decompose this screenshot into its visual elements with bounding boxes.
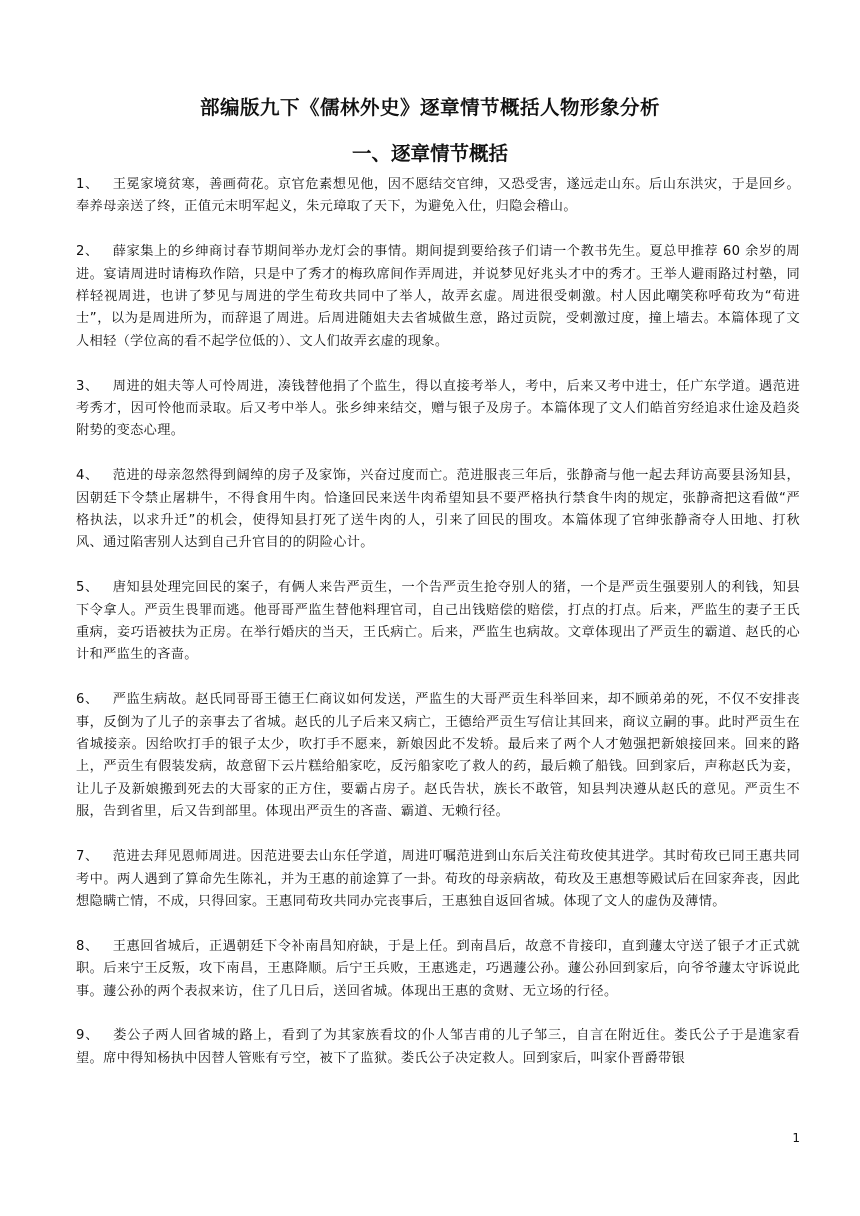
paragraph-number: 1、 <box>76 177 99 192</box>
paragraph-number: 8、 <box>76 938 99 954</box>
paragraph-number: 6、 <box>76 692 99 708</box>
paragraph-text: 范进去拜见恩师周进。因范进要去山东任学道，周进叮嘱范进到山东后关注荀玫使其进学。其时荀玫已同王惠共同考中。两人遇到了算命先生陈礼，并为王惠的前途算了一卦。荀玫的母亲病故，荀玫及王惠想等殿试后在回家奔丧，因此想隐瞒亡情，不成，只得回家。王惠同荀玫共同办完丧事后，王惠独自返回省城。体现了文人的虚伪及薄情。 <box>76 849 800 909</box>
document-title: 部编版九下《儒林外史》逐章情节概括人物形象分析 <box>199 96 660 119</box>
paragraph-text: 王冕家境贫寒，善画荷花。京官危素想见他，因不愿结交官绅，又恐受害，遂远走山东。后山东洪灾，于是回乡。奉养母亲送了终，正值元末明军起义，朱元璋取了天下，为避免入仕，归隐会稽山。 <box>76 177 800 215</box>
paragraph-number: 4、 <box>76 468 99 484</box>
paragraph-text: 严监生病故。赵氏同哥哥王德王仁商议如何发送，严监生的大哥严贡生科举回来，却不顾弟弟的死，不仅不安排丧事，反倒为了儿子的亲事去了省城。赵氏的儿子后来又病亡，王德给严贡生写信让其回来，商议立嗣的事。此时严贡生在省城接亲。因给吹打手的银子太少，吹打手不愿来，新娘因此不发轿。最后来了两个人才勉强把新娘接回来。回来的路上，严贡生有假装发病，故意留下云片糕给船家吃，反污船家吃了救人的药，最后赖了船钱。回到家后，声称赵氏为妾，让儿子及新娘搬到死去的大哥家的正方住，要霸占房子。赵氏告状，族长不敢管，知县判决遵从赵氏的意见。严贡生不服，告到省里，后又告到部里。体现出严贡生的吝啬、霸道、无赖行径。 <box>76 692 800 820</box>
paragraph-text: 范进的母亲忽然得到阔绰的房子及家饰，兴奋过度而亡。范进服丧三年后，张静斋与他一起去拜访高要县汤知县，因朝廷下令禁止屠耕牛，不得食用牛肉。恰逢回民来送牛肉希望知县不要严格执行禁食牛肉的规定，张静斋把这看做“严格执法，以求升迁”的机会，使得知县打死了送牛肉的人，引来了回民的围攻。本篇体现了官绅张静斋夺人田地、打秋风、通过陷害别人达到自己升官目的的阴险心计。 <box>76 468 800 551</box>
paragraph-text: 王惠回省城后，正遇朝廷下令补南昌知府缺，于是上任。到南昌后，故意不肯接印，直到蘧太守送了银子才正式就职。后来宁王反叛，攻下南昌，王惠降顺。后宁王兵败，王惠逃走，巧遇蘧公孙。蘧公孙回到家后，向爷爷蘧太守诉说此事。蘧公孙的两个表叔来访，住了几日后，送回省城。体现出王惠的贪财、无立场的行径。 <box>76 938 800 999</box>
paragraph-7 <box>76 846 800 913</box>
paragraph-2 <box>76 241 800 353</box>
paragraph-number: 5、 <box>76 580 99 596</box>
paragraph-text: 娄公子两人回省城的路上，看到了为其家族看坟的仆人邹吉甫的儿子邹三，自言在附近住。娄氏公子于是進家看望。席中得知杨执中因替人管账有亏空，被下了监狱。娄氏公子决定救人。回到家后，叫家仆晋爵带银 <box>76 1028 800 1066</box>
paragraph-9 <box>76 1025 800 1070</box>
paragraph-5 <box>76 577 800 667</box>
document-body <box>76 174 800 1093</box>
paragraph-3 <box>76 376 800 443</box>
paragraph-number: 7、 <box>76 849 99 865</box>
paragraph-4 <box>76 465 800 555</box>
paragraph-1 <box>76 174 800 219</box>
paragraph-text: 薛家集上的乡绅商讨春节期间举办龙灯会的事情。期间提到要给孩子们请一个教书先生。夏总甲推荐 60 余岁的周进。宴请周进时请梅玖作陪，只是中了秀才的梅玖席间作弄周进，并说梦见好兆头才中的秀才。王举人避雨路过村塾，同样轻视周进，也讲了梦见与周进的学生荀玫共同中了举人，故弄玄虚。周进很受刺激。村人因此嘲笑称呼荀玫为“荀进士”，以为是周进所为，而辞退了周进。后周进随姐夫去省城做生意，路过贡院，受刺激过度，撞上墙去。本篇体现了文人相轻（学位高的看不起学位低的）、文人们故弄玄虚的现象。 <box>76 244 800 349</box>
paragraph-number: 9、 <box>76 1028 100 1044</box>
paragraph-text: 唐知县处理完回民的案子，有俩人来告严贡生，一个告严贡生抢夺别人的猪，一个是严贡生强要别人的利钱，知县下令拿人。严贡生畏罪而逃。他哥哥严监生替他料理官司，自己出钱赔偿的赔偿，打点的打点。后来，严监生的妻子王氏重病，妾巧语被扶为正房。在举行婚庆的当天，王氏病亡。后来，严监生也病故。文章体现出了严贡生的霸道、赵氏的心计和严监生的吝啬。 <box>76 580 800 663</box>
section-title: 一、逐章情节概括 <box>351 142 508 165</box>
paragraph-number: 2、 <box>76 244 99 260</box>
paragraph-6 <box>76 689 800 823</box>
paragraph-text: 周进的姐夫等人可怜周进，凑钱替他捐了个监生，得以直接考举人，考中，后来又考中进士，任广东学道。遇范进考秀才，因可怜他而录取。后又考中举人。张乡绅来结交，赠与银子及房子。本篇体现了文人们皓首穷经追求仕途及趋炎附势的变态心理。 <box>76 378 800 439</box>
paragraph-8 <box>76 936 800 1003</box>
paragraph-number: 3、 <box>76 378 99 394</box>
page-number: 1 <box>792 1131 800 1145</box>
